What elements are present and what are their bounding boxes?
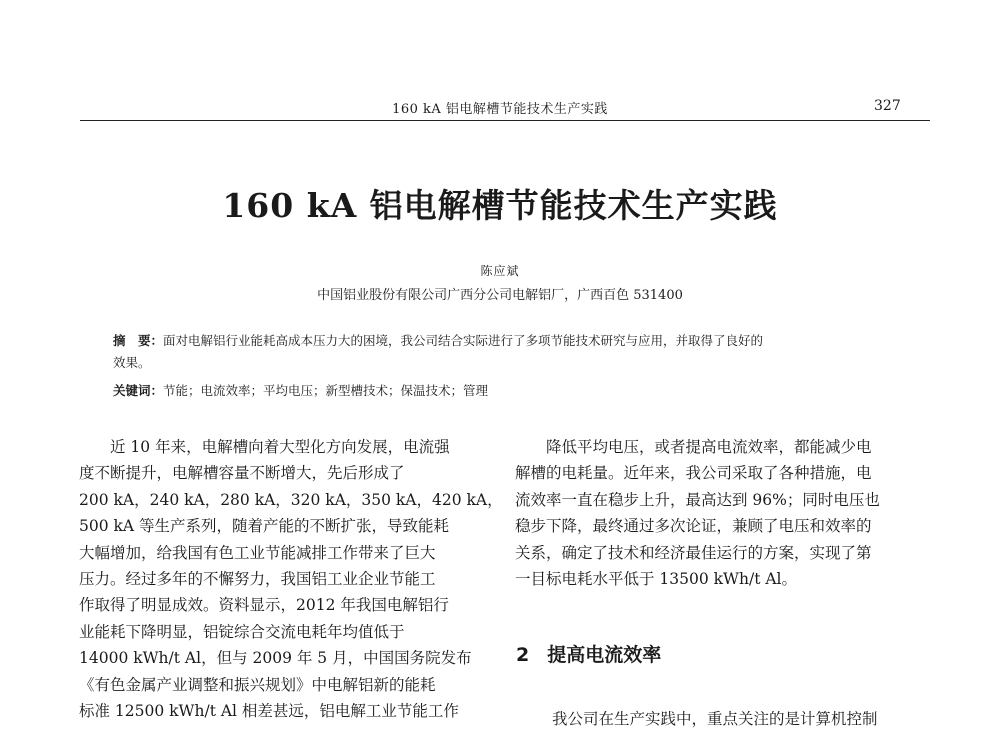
section-number: 2 [516,644,530,666]
abstract [113,330,913,374]
page-number: 327 [874,98,901,114]
abstract-line-2: 效果。 [113,355,151,370]
author: 陈应斌 [480,264,520,278]
body-line: 压力。经过多年的不懈努力，我国铝工业企业节能工 [79,569,436,588]
body-line: 《有色金属产业调整和振兴规划》中电解铝新的能耗 [79,675,436,694]
body-line: 作取得了明显成效。资料显示，2012 年我国电解铝行 [79,596,449,615]
article-title: 160 kA 铝电解槽节能技术生产实践 [222,186,778,225]
abstract-label: 摘 要： [113,333,164,348]
body-line: 降低平均电压，或者提高电流效率，都能减少电 [515,438,872,456]
body-line: 稳步下降，最终通过多次论证，兼顾了电压和效率的 [515,517,872,536]
section-heading [516,640,661,667]
keywords-label: 关键词： [113,383,164,398]
body-line: 关系，确定了技术和经济最佳运行的方案，实现了第 [515,543,872,562]
left-column [79,434,503,724]
body-line: 流效率一直在稳步上升，最高达到 96%；同时电压也 [515,490,880,509]
keywords [113,380,913,402]
body-line: 度不断提升，电解槽容量不断增大，先后形成了 [79,464,405,483]
body-line: 500 kA 等生产系列，随着产能的不断扩张，导致能耗 [79,517,450,536]
body-line: 大幅增加，给我国有色工业节能减排工作带来了巨大 [79,543,436,562]
running-header [0,92,1000,122]
header-rule [80,120,930,121]
body-line: 标准 12500 kWh/t Al 相差甚远，铝电解工业节能工作 [79,701,459,720]
body-line: 业能耗下降明显，铝锭综合交流电耗年均值低于 [79,622,405,641]
abstract-text: 面对电解铝行业能耗高成本压力大的困境，我公司结合实际进行了多项节能技术研究与应用，并取得了良好的 [163,333,764,348]
abstract-line-1 [113,330,913,352]
affiliation: 中国铝业股份有限公司广西分公司电解铝厂，广西百色 531400 [317,288,683,303]
body-line: 我公司在生产实践中，重点关注的是计算机控制 [552,710,878,728]
body-line: 一目标电耗水平低于 13500 kWh/t Al。 [515,569,797,588]
section-title: 提高电流效率 [547,644,662,666]
body-line: 近 10 年来，电解槽向着大型化方向发展，电流强 [79,438,450,456]
keywords-text: 节能；电流效率；平均电压；新型槽技术；保温技术；管理 [163,383,489,398]
running-title: 160 kA 铝电解槽节能技术生产实践 [392,102,608,117]
body-line: 200 kA，240 kA，280 kA，320 kA，350 kA，420 kA， [79,490,503,509]
body-line: 14000 kWh/t Al，但与 2009 年 5 月，中国国务院发布 [79,649,472,668]
body-line: 解槽的电耗量。近年来，我公司采取了各种措施，电 [515,464,872,483]
right-column [515,434,927,592]
